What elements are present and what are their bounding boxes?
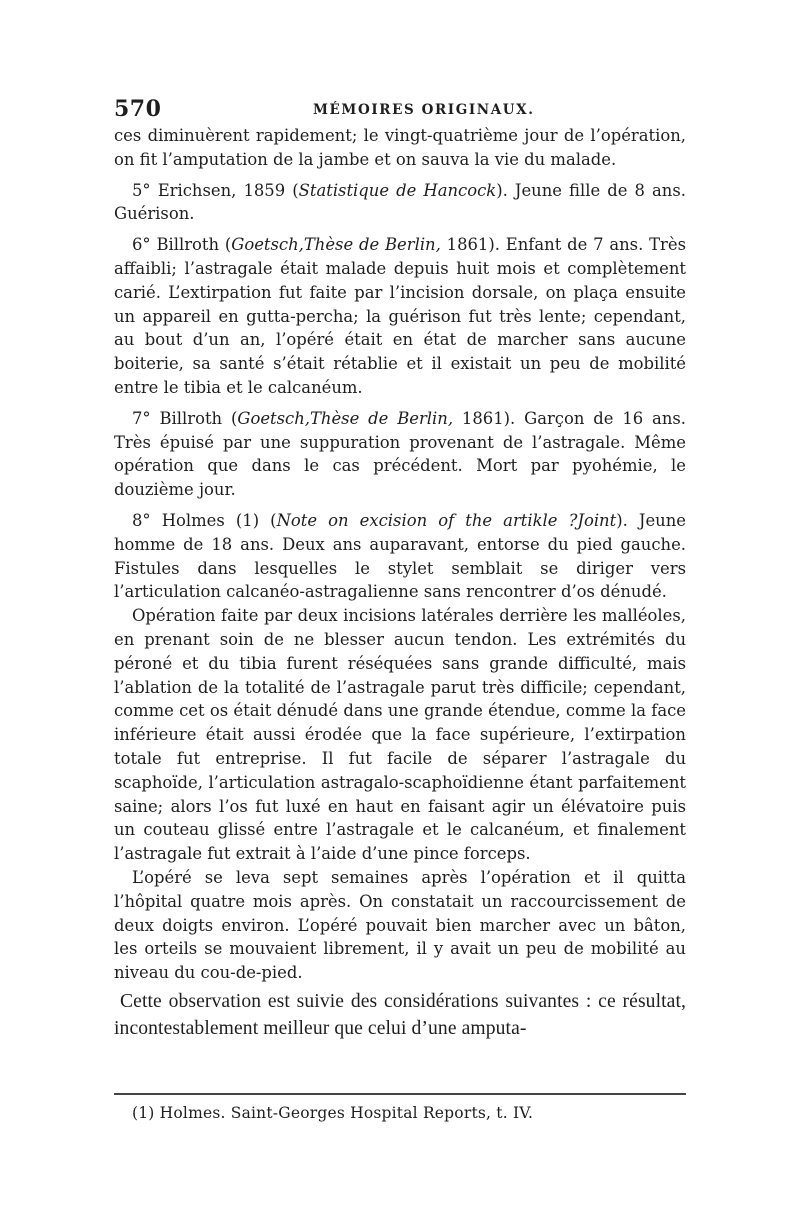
footnote-divider (114, 1093, 686, 1095)
conclusion-paragraph (114, 988, 686, 1042)
outcome-paragraph (114, 866, 686, 985)
case-6-text: 1861). Enfant de 7 ans. Très affaibli; l’astragale était malade depuis huit mois et complètement carié. L’extirpation fut faite par l’incision dorsale, on plaça ensuite un appareil en gutta-percha; la guérison fut très lente; cependant, au bout d’un an, l’opéré était en état de marcher sans aucune boiterie, sa santé s’était rétablie et il existait un peu de mobilité entre le tibia et le calcanéum. (114, 235, 686, 397)
case-7-text: 1861). Garçon de 16 ans. Très épuisé par une suppuration provenant de l’astragale. Même opération que dans le cas précédent. Mort par pyohémie, le douzième jour. (114, 408, 686, 500)
page (114, 96, 686, 1122)
paragraph-text: L’opéré se leva sept semaines après l’opération et il quitta l’hôpital quatre mois après. On constatait un raccourcissement de deux doigts environ. L’opéré pouvait bien marcher avec un bâton, les orteils se mouvaient librement, il y avait un peu de mobilité au niveau du cou-de-pied. (114, 867, 686, 983)
paragraph-text: Cette observation est suivie des considérations suivantes : ce résultat, incontestablement meilleur que celui d’une amputa- (114, 990, 686, 1039)
case-6-paragraph (114, 233, 686, 400)
case-5-citation: Statistique de Hancock (298, 180, 497, 200)
case-6-citation: Goetsch,Thèse de Berlin, (231, 235, 441, 255)
page-number: 570 (114, 96, 162, 122)
case-8-citation: Note on excision of the artikle ?Joint (276, 510, 617, 530)
case-5-text: ). Jeune fille de 8 ans. Guérison. (114, 180, 686, 224)
running-title: MÉMOIRES ORIGINAUX. (313, 102, 535, 118)
case-7-paragraph (114, 407, 686, 502)
case-5-lead: 5° Erichsen, 1859 ( (132, 180, 299, 200)
case-8-paragraph (114, 509, 686, 604)
case-5-paragraph (114, 179, 686, 227)
operation-paragraph (114, 604, 686, 866)
paragraph-text: ces diminuèrent rapidement; le vingt-quatrième jour de l’opération, on fit l’amputation de la jambe et on sauva la vie du malade. (114, 126, 686, 169)
conclusion-text (114, 988, 686, 1042)
paragraph-text: Opération faite par deux incisions latérales derrière les malléoles, en prenant soin de ne blesser aucun tendon. Les extrémités du péroné et du tibia furent réséquées sans grande difficulté, mais l’ablation de la totalité de l’astragale parut très difficile; cependant, comme cet os était dénudé dans une grande étendue, comme la face inférieure était aussi érodée que la face supérieure, l’extirpation totale fut entreprise. Il fut facile de séparer l’astragale du scaphoïde, l’articulation astragalo-scaphoïdienne étant parfaitement saine; alors l’os fut luxé en haut en faisant agir un élévatoire puis un couteau glissé entre l’astragale et le calcanéum, et finalement l’astragale fut extrait à l’aide d’une pince forceps. (114, 606, 686, 864)
body-text (114, 124, 686, 985)
case-8-text: ). Jeune homme de 18 ans. Deux ans auparavant, entorse du pied gauche. Fistules dans lesquelles le stylet semblait se diriger vers l’articulation calcanéo-astragalienne sans rencontrer d’os dénudé. (114, 510, 686, 602)
running-head (114, 96, 686, 122)
footnote: (1) Holmes. Saint-Georges Hospital Reports, t. IV. (132, 1104, 534, 1122)
case-8-lead: 8° Holmes (1) ( (132, 510, 277, 530)
case-7-lead: 7° Billroth ( (132, 408, 238, 428)
paragraph-continuation (114, 124, 686, 172)
case-7-citation: Goetsch,Thèse de Berlin, (237, 408, 454, 428)
case-6-lead: 6° Billroth ( (132, 235, 232, 255)
